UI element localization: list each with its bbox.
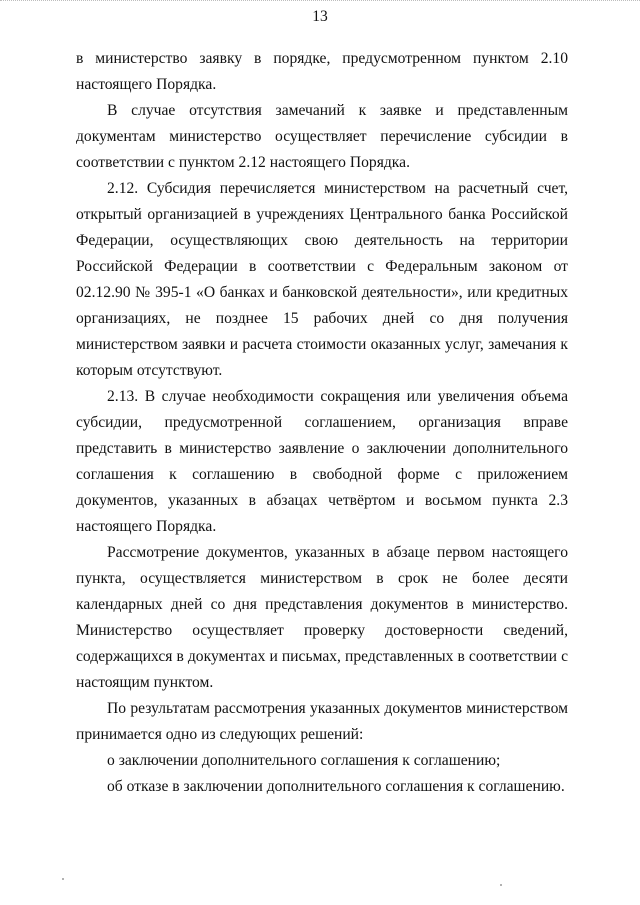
scan-speck [62, 878, 64, 880]
paragraph-review-documents: Рассмотрение документов, указанных в абзаце первом настоящего пункта, осуществляется министерством в срок не более десяти календарных дней со дня представления документов в министерство. Министерство осуществляет проверку достоверности сведений, содержащихся в документах и письмах, представленных в соответствии с настоящим пунктом. [76, 544, 568, 691]
paragraph-no-remarks: В случае отсутствия замечаний к заявке и представленным документам министерство осуществляет перечисление субсидии в соответствии с пунктом 2.12 настоящего Порядка. [76, 102, 568, 171]
top-edge-rule [0, 0, 640, 4]
page-number: 13 [312, 8, 328, 25]
decision-item-conclude: о заключении дополнительного соглашения к соглашению; [107, 752, 501, 769]
decision-item-refuse: об отказе в заключении дополнительного соглашения к соглашению. [107, 778, 565, 795]
paragraph-2-12: 2.12. Субсидия перечисляется министерством на расчетный счет, открытый организацией в учреждениях Центрального банка Российской Федерации, осуществляющих свою деятельность на территории Российской Федерации в соответствии с Федеральным законом от 02.12.90 № 395-1 «О банках и банковской деятельности», или кредитных организациях, не позднее 15 рабочих дней со дня получения министерством заявки и расчета стоимости оказанных услуг, замечания к которым отсутствуют. [76, 180, 568, 379]
paragraph-continuation: в министерство заявку в порядке, предусмотренном пунктом 2.10 настоящего Порядка. [76, 50, 568, 93]
document-body [76, 46, 568, 800]
paragraph-decisions-intro: По результатам рассмотрения указанных документов министерством принимается одно из следующих решений: [76, 700, 568, 743]
scan-speck [500, 884, 502, 886]
paragraph-2-13: 2.13. В случае необходимости сокращения или увеличения объема субсидии, предусмотренной соглашением, организация вправе представить в министерство заявление о заключении дополнительного соглашения к соглашению в свободной форме с приложением документов, указанных в абзацах четвёртом и восьмом пункта 2.3 настоящего Порядка. [76, 388, 568, 535]
